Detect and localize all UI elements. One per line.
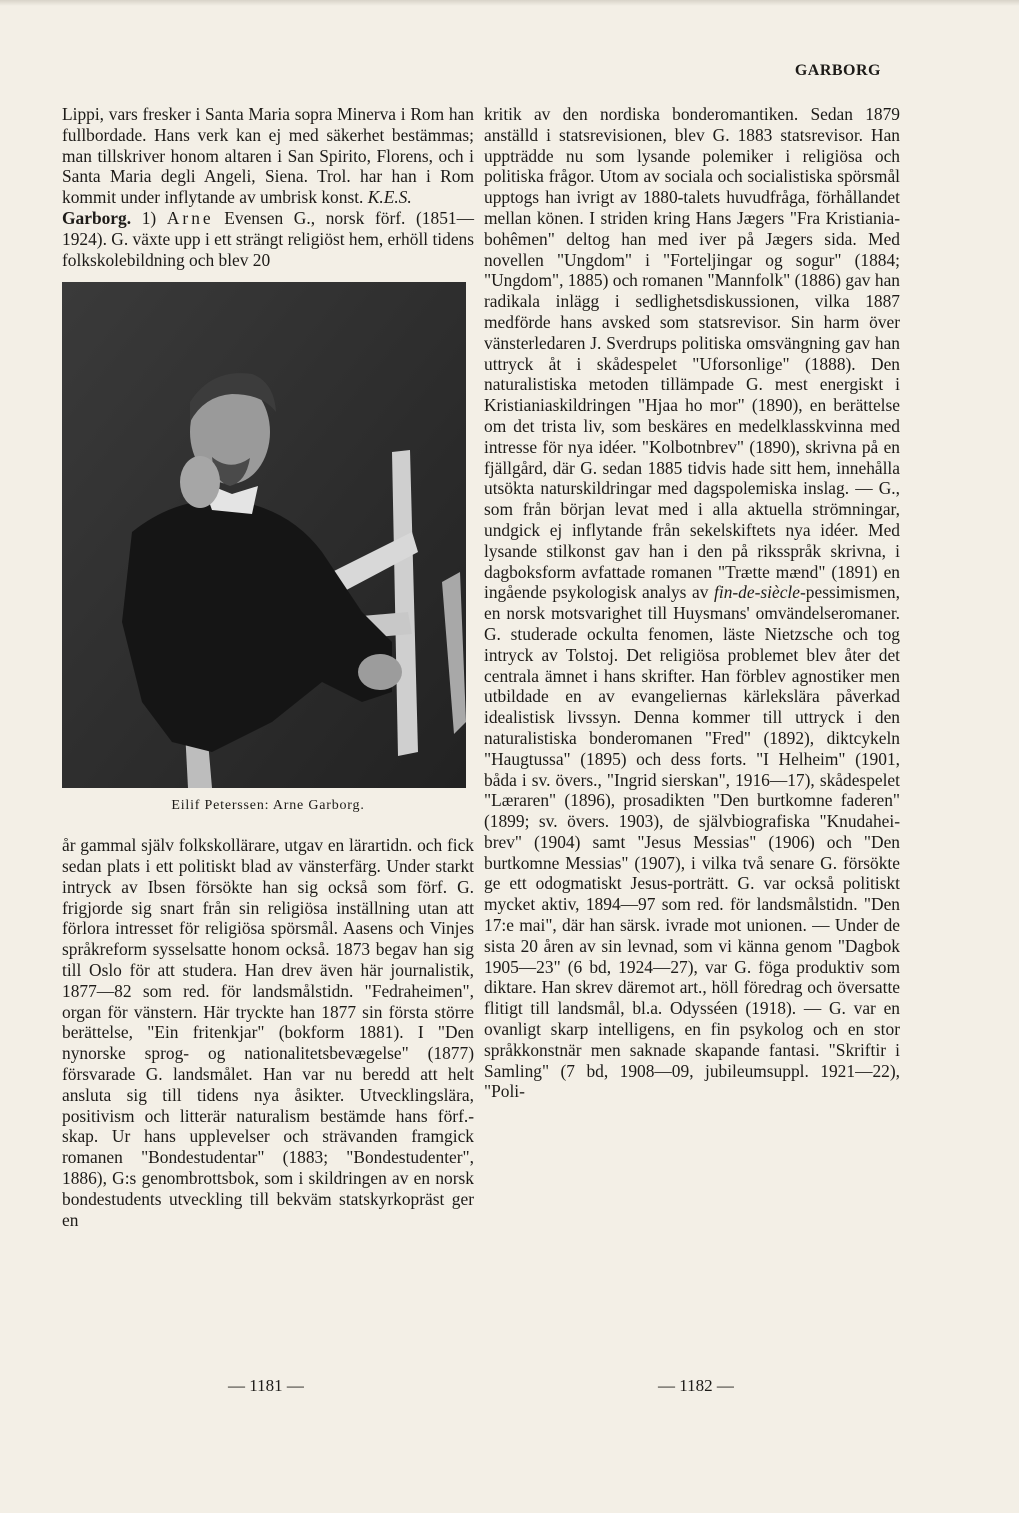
intro-signature: K.E.S. [367, 187, 412, 208]
entry-lead: Evensen G., norsk förf. (1851—1924). G. växte upp i ett strängt religiöst hem, erhöll tidens folkskolebildning och blev 20 [62, 207, 474, 270]
right-italic-phrase: fin-de-siècle [714, 582, 800, 603]
portrait-illustration [62, 282, 466, 788]
portrait-caption: Eilif Peterssen: Arne Garborg. [171, 798, 365, 814]
right-paragraph [484, 104, 900, 1102]
page-number-right: — 1182 — [658, 1376, 734, 1395]
entry-name: Arne [166, 207, 214, 228]
left-column [62, 104, 474, 1230]
top-edge-shadow [0, 0, 1019, 6]
intro-paragraph [62, 104, 474, 208]
right-text-after-italic: -pessimismen, en norsk motsvarighet till Huysmans' omvändelseromaner. G. studerade ockulta fenomen, läste Nietzsche och tog intryck av Tolstoj. Det religiösa problemet blev åter det centrala ämnet i hans skrifter. Han förblev agnostiker men utbildade en av evangeliernas kärlekslära påverkad idealistisk livssyn. Denna kommer till uttryck i den naturalistiska bonderomanen "Fred" (1892), diktcykeln "Haugtussa" (1895) och dess forts. "I Helheim" (1901, båda i sv. övers., "Ingrid sierskan", 1916—17), skådespelet "Læraren" (1896), prosadikten "Den burtkomne faderen" (1899; sv. övers. 1903), de självbiografiska "Knudahei-brev" (1904) samt "Jesus Messias" (1906) och "Den burtkomne Messias" (1907), i vilka två senare G. försökte ge ett odogmatiskt Jesus-porträtt. G. var också politiskt mycket aktiv, 1894—97 som red. för landsmålstidn. "Den 17:e mai", där han särsk. ivrade mot unionen. — Under de sista 20 åren av sin levnad, som vi känna genom "Dagbok 1905—23" (6 bd, 1924—27), var G. föga produktiv som diktare. Han skrev däremot art., höll föredrag och översatte flitigt till landsmål, bl.a. Odysséen (1918). — G. var en ovanligt skarp intelligens, en fin psykolog och en stor språkkonstnär men saknade skapande fantasi. "Skriftir i Samling" (7 bd, 1908—09, jubileumsuppl. 1921—22), "Poli- [484, 582, 900, 1102]
continuation-paragraph: år gammal själv folkskollärare, utgav en lärartidn. och fick sedan plats i ett politiskt blad av vänsterfärg. Under starkt intryck av Ibsen försökte han sig också som förf. G. frigjorde sig snart från sin religiösa inställning utan att förlora intresset för religiösa spörsmål. Aasens och Vinjes språkreform sysselsatte honom också. 1873 begav han sig till Oslo för att studera. Han drev även här journalistik, 1877—82 som red. för landsmålstidn. "Fedraheimen", organ för vänstern. Här tryckte han 1877 sin första större berättelse, "Ein fritenkjar" (bokform 1881). I "Den nynorske sprog- og nationalitetsbevægelse" (1877) försvarade G. landsmålet. Han var nu beredd att helt ansluta sig till tidens nya åsikter. Utvecklingslära, positivism och litterär naturalism bestämde hans förf.-skap. Ur hans upplevelser och strävanden framgick romanen "Bondestudentar" (1883; "Bondestudenter", 1886), G:s genombrottsbok, som i skildringen av en norsk bondestudents utveckling till bekväm statskyrkopräst ger en [62, 835, 474, 1230]
entry-number: 1) [141, 207, 157, 228]
portrait-image [62, 282, 466, 788]
right-column [484, 104, 900, 1102]
page-number-left: — 1181 — [228, 1376, 304, 1395]
intro-text: Lippi, vars fresker i Santa Maria sopra Minerva i Rom han fullbordade. Hans verk kan ej med säkerhet bestämmas; man tillskriver honom altaren i San Spirito, Florens, och i Santa Maria degli Angeli, Siena. Trol. har han i Rom kommit under inflytande av umbrisk konst. [62, 104, 474, 208]
running-head: GARBORG [794, 62, 881, 79]
entry-paragraph [62, 208, 474, 270]
right-text-before-italic: kritik av den nordiska bonderomantiken. Sedan 1879 anställd i statsrevisionen, blev G. 1883 statsrevisor. Han uppträdde nu som lysande polemiker i religiösa och politiska frågor. Utom av sociala och socialistiska spörsmål upptogs han ivrigt av 1880-talets huvudfråga, förhållandet mellan könen. I striden kring Hans Jægers "Fra Kristiania-bohêmen" deltog han med iver på Jægers sida. Med novellen "Ungdom" i "Forteljingar og sogur" (1884; "Ungdom", 1885) och romanen "Mannfolk" (1886) gav han radikala inlägg i sedlighetsdiskussionen, vilka 1887 medförde hans avsked som statsrevisor. Sin harm över vänsterledaren J. Sverdrups politiska omsvängning gav han uttryck åt i skådespelet "Uforsonlige" (1888). Den naturalistiska metoden tillämpade G. mest energiskt i Kristianiaskildringen "Hjaa ho mor" (1890), en berättelse om det trista liv, som beskäres en medelklasskvinna med intresse för nya idéer. "Kolbotnbrev" (1890), skrivna på en fjällgård, där G. sedan 1885 tidvis hade sitt hem, innehålla utsökta naturskildringar med dagspolemiska inslag. — G., som från början levat med i alla aktuella strömningar, undgick ej inflytande från sekelskiftets nya idéer. Med lysande stilkonst gav han i den på riksspråk skrivna, i dagboksform avfattade romanen "Trætte mænd" (1891) en ingående psykologisk analys av [484, 104, 900, 603]
entry-headword: Garborg. [62, 207, 132, 228]
